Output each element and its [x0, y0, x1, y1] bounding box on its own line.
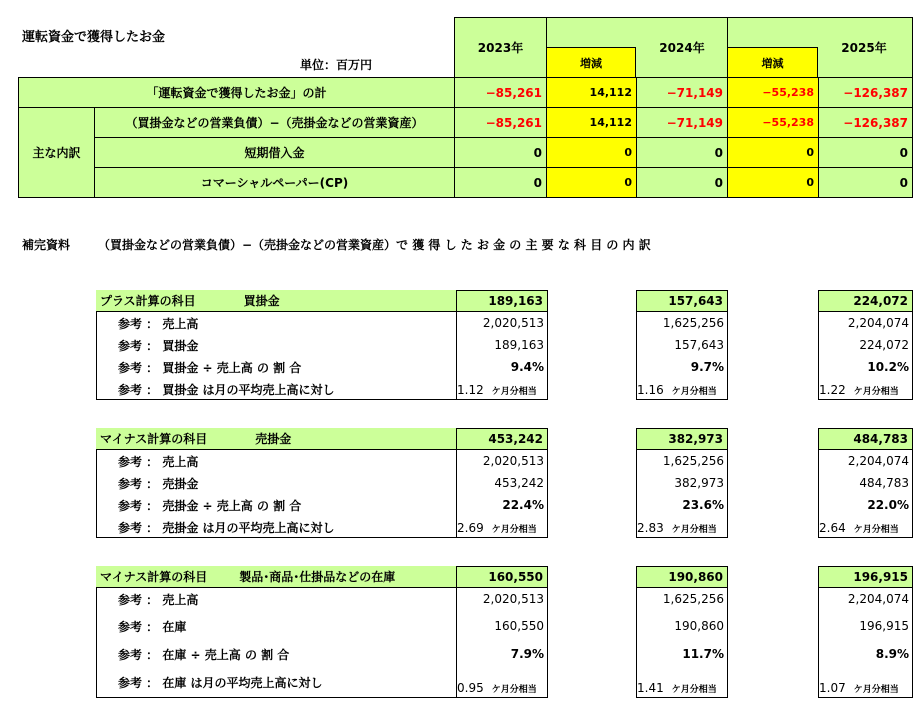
months-unit-label: ケ月分相当: [671, 685, 717, 695]
section-2-months: [637, 516, 727, 538]
months-value: 1.41: [637, 681, 664, 695]
top-row1-v2025: −126,387: [818, 77, 913, 108]
section-3-row-label: 参考 ： 在庫 は月の平均売上高に対し: [118, 675, 323, 690]
section-2-value: 1,625,256: [662, 454, 724, 468]
top-row3-v2024: 0: [636, 137, 728, 168]
top-row3-c2024: 0: [546, 137, 637, 168]
section-1-head-value: 157,643: [636, 290, 728, 312]
months-unit-label: ケ月分相当: [491, 387, 537, 397]
section-1-value: 9.4%: [510, 360, 544, 374]
months-value: 2.83: [637, 521, 664, 535]
section-1-value: 9.7%: [690, 360, 724, 374]
top-row2-v2025: −126,387: [818, 107, 913, 138]
section-2-row-label: 参考 ： 売上高: [118, 454, 199, 469]
section-1-value: 2,204,074: [847, 316, 909, 330]
section-2-head-value: 453,242: [456, 428, 548, 450]
section-2-head: [96, 428, 457, 450]
section-1-head-value: 224,072: [818, 290, 913, 312]
section-3-head-value: 196,915: [818, 566, 913, 588]
section-3-row-label: 参考 ： 在庫 ÷ 売上高 の 割 合: [118, 647, 290, 662]
section-1-head-value: 189,163: [456, 290, 548, 312]
section-head-label: プラス計算の科目: [100, 294, 196, 308]
months-unit-label: ケ月分相当: [671, 387, 717, 397]
section-3-value: 11.7%: [682, 647, 724, 661]
section-3-value: 2,204,074: [847, 592, 909, 606]
sheet-title: 運転資金で獲得したお金: [22, 30, 166, 45]
section-1-value: 2,020,513: [482, 316, 544, 330]
section-1-row-label: 参考 ： 買掛金: [118, 338, 199, 353]
change-2025-label: 増減: [727, 47, 818, 78]
total-row-label: 「運転資金で獲得したお金」の計: [146, 86, 327, 100]
top-row4-v2025: 0: [818, 167, 913, 198]
top-row3-v2025: 0: [818, 137, 913, 168]
months-unit-label: ケ月分相当: [491, 685, 537, 695]
section-3-value: 7.9%: [510, 647, 544, 661]
top-row2-c2024: 14,112: [546, 107, 637, 138]
supplement-label: 補完資料: [22, 238, 71, 252]
section-3-value: 196,915: [859, 619, 909, 633]
section-2-value: 2,020,513: [482, 454, 544, 468]
unit-label: 単位：百万円: [300, 58, 373, 72]
months-value: 1.12: [457, 383, 484, 397]
section-3-value: 2,020,513: [482, 592, 544, 606]
months-value: 0.95: [457, 681, 484, 695]
section-1-row-label: 参考 ： 買掛金 は月の平均売上高に対し: [118, 382, 335, 397]
section-1-months: [637, 378, 727, 400]
group-label: 主な内訳: [32, 146, 81, 160]
supplement-title: （買掛金などの営業負債）−（売掛金などの営業資産）で 獲 得 し た お 金 の 主 要 な 科 目 の 内 訳: [98, 238, 651, 252]
year-2025-label: 2025年: [841, 40, 887, 55]
top-row3-c2025: 0: [727, 137, 819, 168]
section-3-head-value: 160,550: [456, 566, 548, 588]
section-1-value: 10.2%: [867, 360, 909, 374]
months-value: 2.69: [457, 521, 484, 535]
months-unit-label: ケ月分相当: [671, 525, 717, 535]
section-3-head-value: 190,860: [636, 566, 728, 588]
section-3-row-label: 参考 ： 売上高: [118, 592, 199, 607]
section-1-value: 189,163: [494, 338, 544, 352]
months-value: 2.64: [819, 521, 846, 535]
top-row4-v2023: 0: [454, 167, 547, 198]
change-2024-label: 増減: [546, 47, 636, 78]
row3-label: 短期借入金: [244, 146, 305, 160]
top-row1-c2024: 14,112: [546, 77, 637, 108]
months-unit-label: ケ月分相当: [853, 387, 899, 397]
section-1-months: [457, 378, 547, 400]
top-row4-v2024: 0: [636, 167, 728, 198]
section-1-row-label: 参考 ： 売上高: [118, 316, 199, 331]
top-row2-v2024: −71,149: [636, 107, 728, 138]
section-head-item: 売掛金: [255, 432, 292, 446]
section-2-value: 453,242: [494, 476, 544, 490]
row2-label: （買掛金などの営業負債）−（売掛金などの営業資産）: [125, 116, 424, 130]
section-2-head-value: 484,783: [818, 428, 913, 450]
section-1-value: 224,072: [859, 338, 909, 352]
months-unit-label: ケ月分相当: [853, 685, 899, 695]
section-3-months: [819, 666, 912, 698]
section-3-value: 1,625,256: [662, 592, 724, 606]
section-1-row-label: 参考 ： 買掛金 ÷ 売上高 の 割 合: [118, 360, 302, 375]
section-3-months: [637, 666, 727, 698]
section-1-months: [819, 378, 912, 400]
year-2024-label: 2024年: [659, 40, 705, 55]
top-row4-c2024: 0: [546, 167, 637, 198]
months-value: 1.07: [819, 681, 846, 695]
row4-label: コマーシャルペーパー(CP): [200, 176, 349, 190]
section-3-value: 160,550: [494, 619, 544, 633]
section-head-label: マイナス計算の科目: [100, 432, 208, 446]
section-2-value: 23.6%: [682, 498, 724, 512]
top-row1-c2025: −55,238: [727, 77, 819, 108]
section-1-value: 157,643: [674, 338, 724, 352]
months-value: 1.22: [819, 383, 846, 397]
section-2-value: 382,973: [674, 476, 724, 490]
section-1-head: [96, 290, 457, 312]
section-2-row-label: 参考 ： 売掛金 ÷ 売上高 の 割 合: [118, 498, 302, 513]
top-row2-v2023: −85,261: [454, 107, 547, 138]
section-2-value: 484,783: [859, 476, 909, 490]
section-2-value: 22.0%: [867, 498, 909, 512]
months-unit-label: ケ月分相当: [491, 525, 537, 535]
section-3-value: 190,860: [674, 619, 724, 633]
top-row1-v2024: −71,149: [636, 77, 728, 108]
section-head-item: 買掛金: [243, 294, 280, 308]
top-row1-v2023: −85,261: [454, 77, 547, 108]
section-head-label: マイナス計算の科目: [100, 570, 208, 584]
section-3-head: [96, 566, 457, 588]
section-2-row-label: 参考 ： 売掛金: [118, 476, 199, 491]
months-value: 1.16: [637, 383, 664, 397]
section-2-row-label: 参考 ： 売掛金 は月の平均売上高に対し: [118, 520, 335, 535]
section-2-months: [819, 516, 912, 538]
section-3-months: [457, 666, 547, 698]
section-3-row-label: 参考 ： 在庫: [118, 619, 187, 634]
section-2-value: 2,204,074: [847, 454, 909, 468]
section-1-value: 1,625,256: [662, 316, 724, 330]
top-row4-c2025: 0: [727, 167, 819, 198]
top-row3-v2023: 0: [454, 137, 547, 168]
months-unit-label: ケ月分相当: [853, 525, 899, 535]
top-row2-c2025: −55,238: [727, 107, 819, 138]
section-2-head-value: 382,973: [636, 428, 728, 450]
section-2-months: [457, 516, 547, 538]
section-head-item: 製品･商品･仕掛品などの在庫: [239, 570, 396, 584]
section-3-value: 8.9%: [875, 647, 909, 661]
year-2023-label: 2023年: [477, 40, 524, 55]
section-2-value: 22.4%: [502, 498, 544, 512]
